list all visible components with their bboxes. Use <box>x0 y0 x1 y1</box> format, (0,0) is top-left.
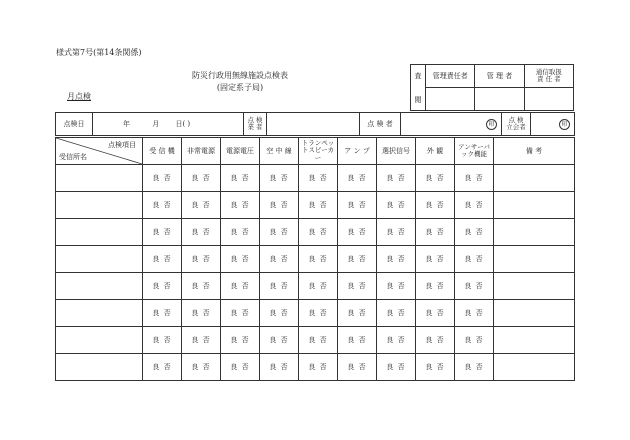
good-bad-cell[interactable]: 良 否 <box>143 219 182 246</box>
inspection-info-table <box>55 112 575 136</box>
approval-vertical-label <box>411 65 426 111</box>
station-name-cell[interactable] <box>56 192 143 219</box>
good-bad-cell[interactable]: 良 否 <box>182 354 221 381</box>
approval-col3-line2: 責 任 者 <box>537 75 561 83</box>
table-row <box>56 327 575 354</box>
good-bad-cell[interactable]: 良 否 <box>338 165 377 192</box>
good-bad-cell[interactable]: 良 否 <box>299 273 338 300</box>
good-bad-cell[interactable]: 良 否 <box>143 246 182 273</box>
good-bad-cell[interactable]: 良 否 <box>182 327 221 354</box>
company-label-1: 点 検 <box>247 115 263 124</box>
approval-col-manager-responsible: 管理責任者 <box>426 65 475 88</box>
good-bad-cell[interactable]: 良 否 <box>182 219 221 246</box>
good-bad-cell[interactable]: 良 否 <box>143 300 182 327</box>
good-bad-cell[interactable]: 良 否 <box>455 327 494 354</box>
good-bad-cell[interactable]: 良 否 <box>455 219 494 246</box>
station-name-cell[interactable] <box>56 327 143 354</box>
good-bad-cell[interactable]: 良 否 <box>338 327 377 354</box>
remarks-cell[interactable] <box>494 219 575 246</box>
good-bad-cell[interactable]: 良 否 <box>299 165 338 192</box>
good-bad-cell[interactable]: 良 否 <box>416 219 455 246</box>
good-bad-cell[interactable]: 良 否 <box>377 165 416 192</box>
good-bad-cell[interactable]: 良 否 <box>299 300 338 327</box>
good-bad-cell[interactable]: 良 否 <box>221 354 260 381</box>
approval-col-manager: 管 理 者 <box>475 65 524 88</box>
witness-label-1: 点 検 <box>508 115 524 124</box>
company-label <box>244 113 267 136</box>
title-line-2: (固定系子局) <box>216 83 264 92</box>
good-bad-cell[interactable]: 良 否 <box>260 165 299 192</box>
good-bad-cell[interactable]: 良 否 <box>221 327 260 354</box>
table-row <box>56 300 575 327</box>
table-row <box>56 192 575 219</box>
table-row <box>56 165 575 192</box>
diagonal-header <box>56 138 142 164</box>
header-emergency-power: 非常電源 <box>182 138 221 165</box>
inspector-seal-icon: 印 <box>486 119 497 130</box>
good-bad-cell[interactable]: 良 否 <box>455 273 494 300</box>
good-bad-cell[interactable]: 良 否 <box>221 300 260 327</box>
remarks-cell[interactable] <box>494 246 575 273</box>
good-bad-cell[interactable]: 良 否 <box>260 273 299 300</box>
date-field[interactable] <box>93 113 244 136</box>
good-bad-cell[interactable]: 良 否 <box>182 192 221 219</box>
good-bad-cell[interactable]: 良 否 <box>377 273 416 300</box>
header-answerback: アンサーバック機能 <box>455 138 494 165</box>
header-remarks: 備 考 <box>494 138 575 165</box>
good-bad-cell[interactable]: 良 否 <box>299 219 338 246</box>
header-trumpet-speaker: トランペットスピーカー <box>299 138 338 165</box>
header-power-voltage: 電源電圧 <box>221 138 260 165</box>
approval-label-top: 査 <box>414 71 422 80</box>
good-bad-cell[interactable]: 良 否 <box>260 219 299 246</box>
date-label: 点検日 <box>56 113 93 136</box>
approval-stamp-1[interactable] <box>426 88 475 111</box>
company-field[interactable] <box>267 113 360 136</box>
witness-seal-icon: 印 <box>559 119 570 130</box>
good-bad-cell[interactable]: 良 否 <box>455 354 494 381</box>
witness-label <box>502 113 531 136</box>
good-bad-cell[interactable]: 良 否 <box>143 192 182 219</box>
good-bad-cell[interactable]: 良 否 <box>416 300 455 327</box>
good-bad-cell[interactable]: 良 否 <box>377 354 416 381</box>
station-name-cell[interactable] <box>56 219 143 246</box>
good-bad-cell[interactable]: 良 否 <box>338 246 377 273</box>
good-bad-cell[interactable]: 良 否 <box>338 219 377 246</box>
table-row <box>56 354 575 381</box>
table-row <box>56 219 575 246</box>
header-antenna: 空 中 線 <box>260 138 299 165</box>
good-bad-cell[interactable]: 良 否 <box>299 192 338 219</box>
good-bad-cell[interactable]: 良 否 <box>455 300 494 327</box>
remarks-cell[interactable] <box>494 165 575 192</box>
good-bad-cell[interactable]: 良 否 <box>260 300 299 327</box>
good-bad-cell[interactable]: 良 否 <box>416 327 455 354</box>
good-bad-cell[interactable]: 良 否 <box>299 246 338 273</box>
station-name-cell[interactable] <box>56 246 143 273</box>
good-bad-cell[interactable]: 良 否 <box>143 273 182 300</box>
station-name-cell[interactable] <box>56 354 143 381</box>
inspector-field[interactable] <box>401 113 502 136</box>
form-title <box>140 70 340 94</box>
good-bad-cell[interactable]: 良 否 <box>377 219 416 246</box>
diagonal-header-cell <box>56 138 143 165</box>
good-bad-cell[interactable]: 良 否 <box>377 246 416 273</box>
good-bad-cell[interactable]: 良 否 <box>260 246 299 273</box>
monthly-label: 月点検 <box>67 92 91 101</box>
header-amplifier: ア ン プ <box>338 138 377 165</box>
good-bad-cell[interactable]: 良 否 <box>182 300 221 327</box>
station-name-cell[interactable] <box>56 165 143 192</box>
remarks-cell[interactable] <box>494 192 575 219</box>
good-bad-cell[interactable]: 良 否 <box>455 192 494 219</box>
year-label: 年 <box>123 120 130 128</box>
header-appearance: 外 観 <box>416 138 455 165</box>
witness-label-2: 立会者 <box>506 123 526 131</box>
inspector-label: 点 検 者 <box>360 113 401 136</box>
good-bad-cell[interactable]: 良 否 <box>455 165 494 192</box>
good-bad-cell[interactable]: 良 否 <box>221 273 260 300</box>
good-bad-cell[interactable]: 良 否 <box>416 246 455 273</box>
remarks-cell[interactable] <box>494 354 575 381</box>
good-bad-cell[interactable]: 良 否 <box>221 192 260 219</box>
good-bad-cell[interactable]: 良 否 <box>182 165 221 192</box>
good-bad-cell[interactable]: 良 否 <box>377 300 416 327</box>
good-bad-cell[interactable]: 良 否 <box>260 192 299 219</box>
good-bad-cell[interactable]: 良 否 <box>377 327 416 354</box>
company-label-2: 業 者 <box>247 123 263 131</box>
witness-field[interactable] <box>531 113 575 136</box>
station-name-cell[interactable] <box>56 300 143 327</box>
good-bad-cell[interactable]: 良 否 <box>143 165 182 192</box>
good-bad-cell[interactable]: 良 否 <box>260 354 299 381</box>
good-bad-cell[interactable]: 良 否 <box>143 354 182 381</box>
good-bad-cell[interactable]: 良 否 <box>221 219 260 246</box>
remarks-cell[interactable] <box>494 300 575 327</box>
header-row <box>56 138 575 165</box>
good-bad-cell[interactable]: 良 否 <box>143 327 182 354</box>
good-bad-cell[interactable]: 良 否 <box>182 246 221 273</box>
good-bad-cell[interactable]: 良 否 <box>338 273 377 300</box>
approval-label-bottom: 閲 <box>414 95 422 104</box>
good-bad-cell[interactable]: 良 否 <box>221 246 260 273</box>
good-bad-cell[interactable]: 良 否 <box>260 327 299 354</box>
good-bad-cell[interactable]: 良 否 <box>182 273 221 300</box>
remarks-cell[interactable] <box>494 327 575 354</box>
good-bad-cell[interactable]: 良 否 <box>377 192 416 219</box>
approval-stamp-3[interactable] <box>524 88 573 111</box>
good-bad-cell[interactable]: 良 否 <box>299 327 338 354</box>
approval-table <box>410 64 574 111</box>
header-items-label: 点検項目 <box>108 141 136 149</box>
good-bad-cell[interactable]: 良 否 <box>338 192 377 219</box>
header-station-label: 受信所名 <box>59 153 87 161</box>
header-selective-signal: 選択信号 <box>377 138 416 165</box>
good-bad-cell[interactable]: 良 否 <box>338 300 377 327</box>
remarks-cell[interactable] <box>494 273 575 300</box>
header-receiver: 受 信 機 <box>143 138 182 165</box>
good-bad-cell[interactable]: 良 否 <box>221 165 260 192</box>
table-row <box>56 246 575 273</box>
approval-stamp-2[interactable] <box>475 88 524 111</box>
good-bad-cell[interactable]: 良 否 <box>416 165 455 192</box>
checklist-table <box>55 137 575 381</box>
title-line-1: 防災行政用無線施設点検表 <box>192 71 288 80</box>
station-name-cell[interactable] <box>56 273 143 300</box>
good-bad-cell[interactable]: 良 否 <box>416 192 455 219</box>
good-bad-cell[interactable]: 良 否 <box>338 354 377 381</box>
good-bad-cell[interactable]: 良 否 <box>416 273 455 300</box>
good-bad-cell[interactable]: 良 否 <box>416 354 455 381</box>
approval-col-comm-handler <box>524 65 573 88</box>
table-row <box>56 273 575 300</box>
approval-col3-line1: 通信取扱 <box>535 67 562 76</box>
form-id: 様式第7号(第14条関係) <box>56 48 142 57</box>
good-bad-cell[interactable]: 良 否 <box>455 246 494 273</box>
month-label: 月 <box>152 120 160 128</box>
day-label: 日( ) <box>175 120 191 128</box>
good-bad-cell[interactable]: 良 否 <box>299 354 338 381</box>
